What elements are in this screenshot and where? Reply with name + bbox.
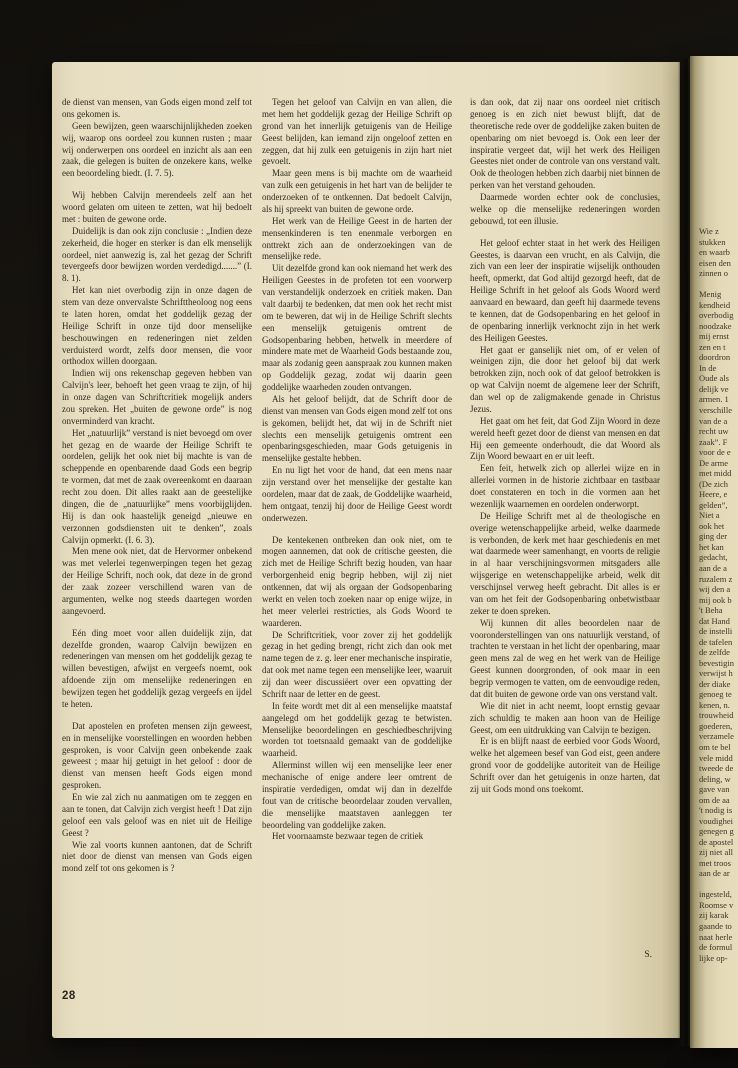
text-fragment-line: Wie z [699, 226, 719, 236]
paragraph: En wie zal zich nu aanmatigen om te zeggen en aan te tonen, dat Calvijn zich vergist heeft ! Dat zijn geloof een vals geloof was en niet uit de Heilige Geest ? [62, 792, 252, 838]
text-fragment-line: met midd [699, 468, 732, 479]
text-fragment-line: de zelfde [699, 647, 730, 658]
text-fragment-line: stukken [699, 236, 726, 247]
text-fragment-line: aan de ar [699, 868, 730, 879]
paragraph: Het voornaamste bezwaar tegen de critiek [272, 831, 424, 842]
text-fragment-line: overbodig [699, 310, 734, 321]
paragraph: Allerminst willen wij een menselijke leer ener mechanische of enige andere leer omtrent de inspiratie verdedigen, omdat wij dan in dezelfde fout van de critische beoordelaar zouden vervallen, die menselijke maatstaven aanleggen ter beoordeling van goddelijke zaken. [262, 760, 452, 830]
paragraph: Duidelijk is dan ook zijn conclusie : „Indien deze zekerheid, die hoger en sterker is dan elk menselijk oordeel, niet aanwezig is, zal het gezag der Schrift tevergeefs door bewijzen worden verdedigd.......” (I. 8. 1). [62, 225, 252, 284]
paragraph: Het kan niet overbodig zijn in onze dagen de stem van deze onvervalste Schrifttheoloog nog eens te laten horen, omdat het goddelijk gezag der Heilige Schrift in onze tijd door menselijke beschouwingen en redeneringen niet zelden verduisterd wordt, zelfs door mensen, die voor orthodox willen doorgaan. [62, 285, 252, 367]
text-fragment-line: aan de a [699, 562, 727, 573]
text-fragment-line: de apostel [699, 836, 734, 847]
text-fragment-line: Oude als [699, 373, 729, 384]
paragraph: Er is en blijft naast de eerbied voor Gods Woord, welke het algemeen besef van God eist, geen andere grond voor de goddelijke autoriteit van de Heilige Schrift over dan het getuigenis in onze harten, dat zij uit Gods mond ons toekomt. [470, 736, 660, 794]
text-fragment-line: genoeg te [699, 689, 732, 700]
text-fragment-line: eisen den [699, 257, 731, 268]
paragraph: Maar geen mens is bij machte om de waarheid van zulk een getuigenis in het hart van de belijder te onderzoeken of te ontkennen. Dat bedoelt Calvijn, als hij spreekt van buiten de gewone orde. [262, 168, 452, 214]
paragraph: De Schriftcritiek, voor zover zij het goddelijk gezag in het geding brengt, richt zich dan ook met name tegen de z. g. leer ener mechanische inspiratie, dat ook met name tegen een menselijke leer, waaruit zij dan weer discussiëert over een opvatting der Schrift naar de letter en de geest. [262, 629, 452, 699]
text-fragment-line [699, 279, 738, 290]
text-fragment-line: verschille [699, 405, 733, 415]
text-fragment-line: zen en t [699, 341, 726, 352]
next-page-text-fragments [699, 226, 738, 963]
text-fragment-line: dat Hand [699, 615, 730, 626]
text-fragment-line: om te bel [699, 742, 731, 752]
text-fragment-line: en waarb [699, 247, 730, 258]
author-initial: S. [644, 950, 652, 960]
text-fragment-line: ruzalem z [699, 573, 733, 584]
text-fragment-line: Niet a [699, 510, 720, 521]
text-fragment-line: gave van [699, 784, 730, 795]
text-fragment-line: om de aa [699, 794, 730, 805]
text-fragment-line: met troos [699, 857, 731, 868]
paragraph: Het gaat er ganselijk niet om, of er velen of weinigen zijn, die door het geloof bij dat werk betrokken zijn, noch ook of dat geloof betrokken is op wat Calvijn noemt de algemene leer der Schrift, dan wel op de zaligmakende genade in Christus Jezus. [470, 344, 660, 414]
paragraph: De Heilige Schrift met al de theologische en overige wetenschappelijke arbeid, welke daarmede is verbonden, de kerk met haar geschiedenis en met wat daarmede weer samenhangt, en voorts de religie in al haar verschijningsvormen mitsgaders alle wijsgerige en wetenschappelijke arbeid, welk dit verschijnsel verweg heeft gebracht. Dit alles is er van om het feit der Godsopenbaring onbetwistbaar zeker te doen spreken. [470, 510, 660, 616]
text-fragment-line: van de a [699, 415, 728, 426]
text-fragment-line: doordron [699, 352, 731, 363]
text-fragment-line: bevestigin [699, 657, 734, 668]
text-fragment-line: zinnen o [699, 268, 729, 279]
text-fragment-line: Roomse v [699, 899, 734, 910]
text-fragment-line: het kan [699, 541, 724, 552]
text-fragment-line: lijke op- [699, 952, 728, 963]
text-fragment-line: naat herle [699, 931, 733, 942]
text-column-1 [62, 97, 252, 989]
text-column-3 [470, 97, 660, 989]
paragraph: De kentekenen ontbreken dan ook niet, om te mogen aannemen, dat ook de critische geesten, die zich met de Heilige Schrift bezig houden, van haar verborgenheid enig begrip hebben, wijl zij niet ontkennen, dat wij als orgaan der Godsopenbaring werkt en velen toch zoeken naar op enige wijze, in het meer velerlei restricties, als Gods Woord te waarderen. [262, 534, 452, 628]
text-fragment-line: mij ernst [699, 331, 729, 342]
text-fragment-line: wij den a [699, 584, 731, 595]
text-fragment-line: verzamele [699, 731, 734, 742]
text-fragment-line: delijk ve [699, 383, 729, 394]
paragraph: Daarmede worden echter ook de conclusies, welke op die menselijke redeneringen worden gebouwd, tot een illusie. [470, 192, 660, 226]
text-fragment-line: 't nodig is [699, 805, 733, 816]
paragraph: de dienst van mensen, van Gods eigen mond zelf tot ons gekomen is. [62, 97, 252, 119]
paragraph: Uit dezelfde grond kan ook niemand het werk des Heiligen Geestes in de profeten tot een voorwerp van verstandelijk onderzoek en critiek maken. Dan valt daarbij te bedenken, dat men ook het recht mist om te beweren, dat wij in de Heilige Schrift slechts een menselijk getuigenis omtrent de Godsopenbaring hebben, hetwelk in meerdere of mindere mate met de Waarheid Gods bestaande zou, maar als zodanig geen aanspraak zou kunnen maken op Goddelijk gezag, zodat wij daarin geen goddelijke waarheden zouden ontvangen. [262, 263, 452, 392]
text-fragment-line: gaande to [699, 921, 732, 931]
text-column-2 [262, 97, 452, 989]
paragraph: Men mene ook niet, dat de Hervormer onbekend was met velerlei tegenwerpingen tegen het gezag der Heilige Schrift, noch ook, dat deze in de grond der zaak zozeer verschillend waren van de argumenten, welke nog steeds daartegen worden aangevoerd. [62, 546, 252, 616]
text-fragment-line: Heere, e [699, 489, 728, 500]
paragraph: Het werk van de Heilige Geest in de harten der mensenkinderen is ten enenmale verborgen en onttrekt zich aan de onderzoekingen van de menselijke rede. [262, 215, 452, 262]
text-fragment-line: vele midd [699, 752, 733, 763]
page-number: 28 [62, 990, 76, 1002]
paragraph: En nu ligt het voor de hand, dat een mens naar zijn verstand over het menselijke der gestalte kan oordelen, maar dat de zaak, de Goddelijke waarheid, hem ontgaat, tenzij hij door de Heilige Geest wordt onderwezen. [262, 465, 452, 523]
text-fragment-line: recht uw [699, 426, 729, 437]
text-fragment-line: ingesteld, [699, 889, 732, 900]
paragraph: Indien wij ons rekenschap gegeven hebben van Calvijn's leer, behoeft het geen vraag te zijn, of hij in onze dagen van Schriftcritiek mogelijk anders zou spreken. Het „buiten de gewone orde” is nog onverminderd van kracht. [62, 368, 252, 426]
text-fragment-line: 't Beha [699, 605, 723, 616]
text-fragment-line: de formul [699, 942, 733, 953]
paragraph: Wie dit niet in acht neemt, loopt ernstig gevaar zich schuldig te maken aan hoon van de Heilige Geest, om een uitdrukking van Calvijn te bezigen. [470, 700, 660, 735]
paragraph: Dat apostelen en profeten mensen zijn geweest, en in menselijke voorstellingen en woorden hebben gesproken, is voor Calvijn geen onbekende zaak geweest ; maar hij getuigt in het geloof : door de dienst van mensen heeft Gods eigen mond gesproken. [62, 720, 252, 791]
text-fragment-line: kendheid [699, 299, 731, 310]
text-fragment-line: de tafelen [699, 636, 733, 647]
text-fragment-line: noodzake [699, 320, 732, 331]
text-fragment-line: De arme [699, 457, 729, 468]
text-fragment-line: voudighei [699, 815, 733, 826]
paragraph: Eén ding moet voor allen duidelijk zijn, dat dezelfde gronden, waarop Calvijn bewijzen en redeneringen van mensen om het goddelijk gezag te willen bevestigen, afwijst en vergeefs noemt, ook afdoende zijn om menselijke redeneringen en bewijzen tegen het goddelijk gezag vergeefs en ijdel te heten. [62, 627, 252, 709]
text-fragment-line: armen. 1 [699, 394, 729, 405]
text-fragment-line: ging der [699, 531, 728, 542]
paragraph: In feite wordt met dit al een menselijke maatstaf aangelegd om het goddelijk gezag te betwisten. Menselijke beoordelingen en geschiedbeschrijving worden tot toetsnaald gemaakt van de goddelijke waarheid. [262, 700, 452, 759]
text-fragment-line: de instelli [699, 626, 733, 637]
paragraph: Wij kunnen dit alles beoordelen naar de vooronderstellingen van ons natuurlijk verstand, of trachten te verstaan in het licht der openbaring, maar geen mens zal de weg en het werk van de Heilige Geest kunnen doorgronden, of ook maar in een begrip vermogen te vatten, om de eenvoudige reden, dat dit buiten de gewone orde van ons verstand valt. [470, 617, 660, 699]
text-fragment-line: zij karak [699, 910, 729, 921]
paragraph: Het gaat om het feit, dat God Zijn Woord in deze wereld heeft gezet door de dienst van mensen en dat Hij een gemeente onderhoudt, die dat Woord als Zijn Woord bewaart en er uit leeft. [470, 415, 660, 462]
text-fragment-line: genegen g [699, 826, 734, 837]
text-fragment-line: zij niet all [699, 847, 733, 858]
text-fragment-line [699, 879, 738, 890]
next-page-edge [690, 56, 738, 1048]
magazine-page [52, 62, 680, 1038]
text-fragment-line: goederen, [699, 720, 733, 731]
paragraph: is dan ook, dat zij naar ons oordeel niet critisch genoeg is en zich niet bewust blijft, dat de theoretische rede over de goddelijke zaken buiten de openbaring om niet bevoegd is. Ook een leer der inspiratie vergeet dat, wijl het werk des Heiligen Geestes niet onder de controle van ons verstand valt. Ook de theologen hebben zich daarbij niet binnen de perken van het verstand gehouden. [470, 97, 660, 191]
paragraph: Wij hebben Calvijn merendeels zelf aan het woord gelaten om uiteen te zetten, wat hij bedoelt met : buiten de gewone orde. [62, 190, 252, 224]
text-fragment-line: gelden”, [699, 499, 728, 510]
paragraph: Het „natuurlijk” verstand is niet bevoegd om over het gezag en de waarde der Heilige Schrift te oordelen, gelijk het ook niet bij machte is van de scheppende en openbarende daad Gods een begrip te vormen, dat met de zaak overeenkomt en daaraan recht zou doen. Dit alles raakt aan de geestelijke dingen, die de „natuurlijke” mens voorbijglijden. Hij is dan ook haastelijk geneigd „nieuwe en verzonnen godsdiensten uit te denken”, zoals Calvijn opmerkt. (I. 6. 3). [62, 427, 252, 545]
paragraph: Als het geloof belijdt, dat de Schrift door de dienst van mensen van Gods eigen mond zelf tot ons is gekomen, belijdt het, dat wij in de Schrift niet slechts een menselijk getuigenis omtrent een openbaringsgeschieden, maar Gods getuigenis in menselijke gestalte hebben. [262, 393, 452, 464]
paragraph: Wie zal voorts kunnen aantonen, dat de Schrift niet door de dienst van mensen van Gods eigen mond zelf tot ons gekomen is ? [62, 839, 252, 874]
text-fragment-line: kenen, n. [699, 699, 730, 710]
text-fragment-line: voor de e [699, 447, 731, 458]
paragraph: Het geloof echter staat in het werk des Heiligen Geestes, is daarvan een vrucht, en als Calvijn, die zich van een leer der inspiratie wijselijk onthouden heeft, opmerkt, dat God altijd gezorgd heeft, dat de Heilige Schrift in het geloof als Gods Woord werd aanvaard en bewaard, dan geeft hij daarmede tevens te kennen, dat de Godsopenbaring en het geloof in de openbaring innerlijk verknocht zijn in het werk des Heiligen Geestes. [470, 237, 660, 343]
text-fragment-line: tweede de [699, 763, 734, 774]
text-fragment-line: trouwheid [699, 710, 734, 721]
text-fragment-line: In de [699, 362, 717, 373]
text-fragment-line: ook het [699, 520, 725, 531]
text-fragment-line: mij ook b [699, 594, 732, 605]
text-fragment-line: (De zich [699, 478, 729, 489]
text-fragment-line: gedacht, [699, 552, 728, 563]
text-fragment-line: zaak”. F [699, 436, 728, 447]
text-fragment-line: verwijst h [699, 668, 733, 679]
paragraph: Een feit, hetwelk zich op allerlei wijze en in allerlei vormen in de historie zichtbaar en tastbaar doet constateren en toch in die vormen aan het wezenlijk waarnemen en oordelen onderworpt. [470, 463, 660, 509]
text-fragment-line: der diake [699, 678, 731, 689]
text-fragment-line: deling, w [699, 773, 731, 784]
paragraph: Tegen het geloof van Calvijn en van allen, die met hem het goddelijk gezag der Heilige Schrift op grond van het innerlijk getuigenis van de Heilige Geest belijden, kan iemand zijn ongeloof zetten en zeggen, dat hij zulk een getuigenis in zijn hart niet gevoelt. [262, 97, 452, 167]
text-fragment-line: Menig [699, 289, 722, 300]
paragraph: Geen bewijzen, geen waarschijnlijkheden zoeken wij, waarop ons oordeel zou kunnen rusten ; maar wij onderwerpen ons oordeel en inzicht als aan een zaak, die gelegen is buiten de onzekere kans, welke een beoordeling biedt. (I. 7. 5). [62, 120, 252, 179]
